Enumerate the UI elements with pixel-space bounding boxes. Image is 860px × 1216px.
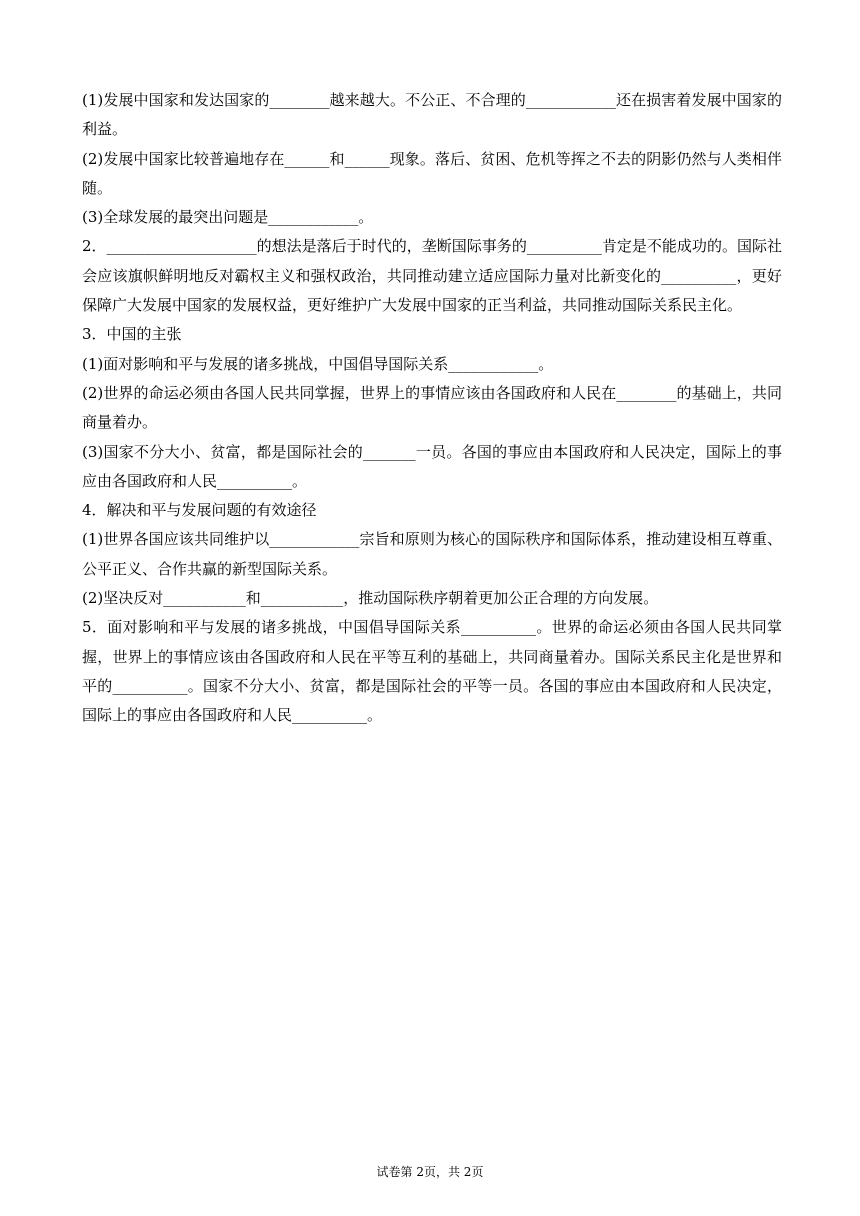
question-3-heading: 3．中国的主张 [82, 325, 182, 344]
question-4-heading: 4．解决和平与发展问题的有效途径 [82, 501, 317, 520]
document-body [82, 86, 782, 731]
question-2: 2．____________________的想法是落后于时代的，垄断国际事务的__________肯定是不能成功的。国际社会应该旗帜鲜明地反对霸权主义和强权政治，共同推动建立适应国际力量对比新变化的__________，更好保障广大发展中国家的发展权益，更好维护广大发展中国家的正当利益，共同推动国际关系民主化。 [82, 237, 782, 315]
paragraph-1-2: (2)发展中国家比较普遍地存在______和______现象。落后、贫困、危机等挥之不去的阴影仍然与人类相伴随。 [82, 149, 782, 197]
paragraph-1-3: (3)全球发展的最突出问题是____________。 [82, 208, 374, 227]
paragraph-4-2: (2)坚决反对___________和___________，推动国际秩序朝着更加公正合理的方向发展。 [82, 589, 659, 608]
paragraph-1-1: (1)发展中国家和发达国家的________越来越大。不公正、不合理的____________还在损害着发展中国家的利益。 [82, 91, 782, 139]
question-5: 5．面对影响和平与发展的诸多挑战，中国倡导国际关系__________。世界的命运必须由各国人民共同掌握，世界上的事情应该由各国政府和人民在平等互利的基础上，共同商量着办。国际关系民主化是世界和平的__________。国家不分大小、贫富，都是国际社会的平等一员。各国的事应由本国政府和人民决定，国际上的事应由各国政府和人民__________。 [82, 618, 782, 725]
paragraph-3-3: (3)国家不分大小、贫富，都是国际社会的_______一员。各国的事应由本国政府和人民决定，国际上的事应由各国政府和人民__________。 [82, 442, 782, 490]
page-footer: 试卷第 2页，共 2页 [376, 1165, 484, 1179]
paragraph-4-1: (1)世界各国应该共同维护以____________宗旨和原则为核心的国际秩序和国际体系，推动建设相互尊重、公平正义、合作共赢的新型国际关系。 [82, 530, 782, 578]
paragraph-3-1: (1)面对影响和平与发展的诸多挑战，中国倡导国际关系____________。 [82, 354, 554, 373]
paragraph-3-2: (2)世界的命运必须由各国人民共同掌握，世界上的事情应该由各国政府和人民在________的基础上，共同商量着办。 [82, 383, 782, 432]
